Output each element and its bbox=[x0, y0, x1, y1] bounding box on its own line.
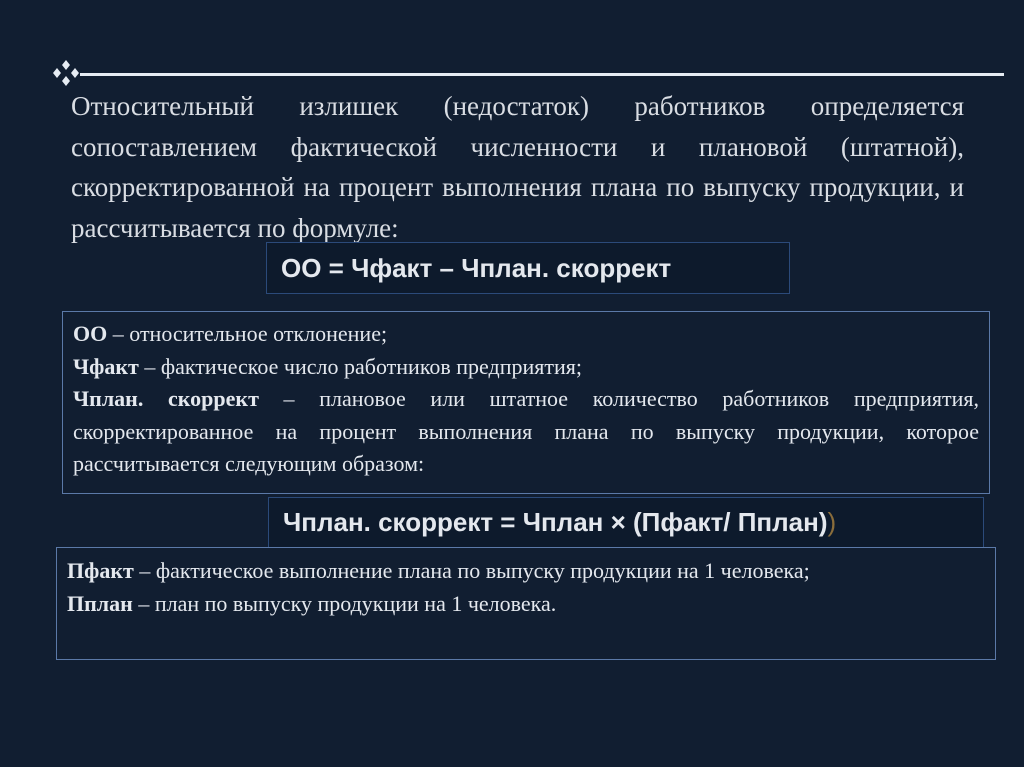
definition-desc: – плановое или штатное количество работников предприятия, скорректированное на процент выполнения плана по выпуску продукции, которое рассчитывается следующим образом: bbox=[73, 386, 979, 476]
formula-corrected-tail: ) bbox=[827, 507, 837, 537]
definition-item bbox=[67, 587, 985, 620]
definition-item bbox=[73, 318, 979, 351]
definition-desc: – план по выпуску продукции на 1 человека. bbox=[132, 591, 557, 616]
definition-term: Чфакт bbox=[73, 353, 139, 379]
definition-term: Чплан. скоррект bbox=[73, 386, 259, 411]
definition-desc: – фактическое выполнение плана по выпуску продукции на 1 человека; bbox=[133, 558, 810, 583]
definition-item bbox=[73, 383, 979, 481]
definition-term: Пфакт bbox=[67, 558, 134, 583]
definition-desc: – фактическое число работников предприятия; bbox=[138, 353, 583, 379]
definition-item bbox=[67, 554, 985, 587]
definition-item bbox=[73, 351, 979, 384]
diamond-bullet-icon bbox=[52, 56, 80, 90]
definition-desc: – относительное отклонение; bbox=[107, 321, 388, 346]
definition-term: ОО bbox=[73, 321, 108, 346]
intro-paragraph: Относительный излишек (недостаток) работников определяется сопоставлением фактической численности и плановой (штатной), скорректированной на процент выполнения плана по выпуску продукции, и рассчитывается по формуле: bbox=[71, 91, 964, 243]
top-divider bbox=[80, 73, 1004, 76]
definitions-box bbox=[62, 311, 990, 494]
formula-box-main bbox=[266, 242, 790, 294]
formula-box-corrected bbox=[268, 497, 984, 548]
definitions-box-2 bbox=[56, 547, 996, 660]
formula-corrected-text: Чплан. скоррект = Чплан × (Пфакт/ Пплан) bbox=[283, 507, 828, 537]
formula-main-text: ОО = Чфакт – Чплан. скоррект bbox=[281, 252, 672, 283]
definition-term: Пплан bbox=[67, 591, 133, 616]
